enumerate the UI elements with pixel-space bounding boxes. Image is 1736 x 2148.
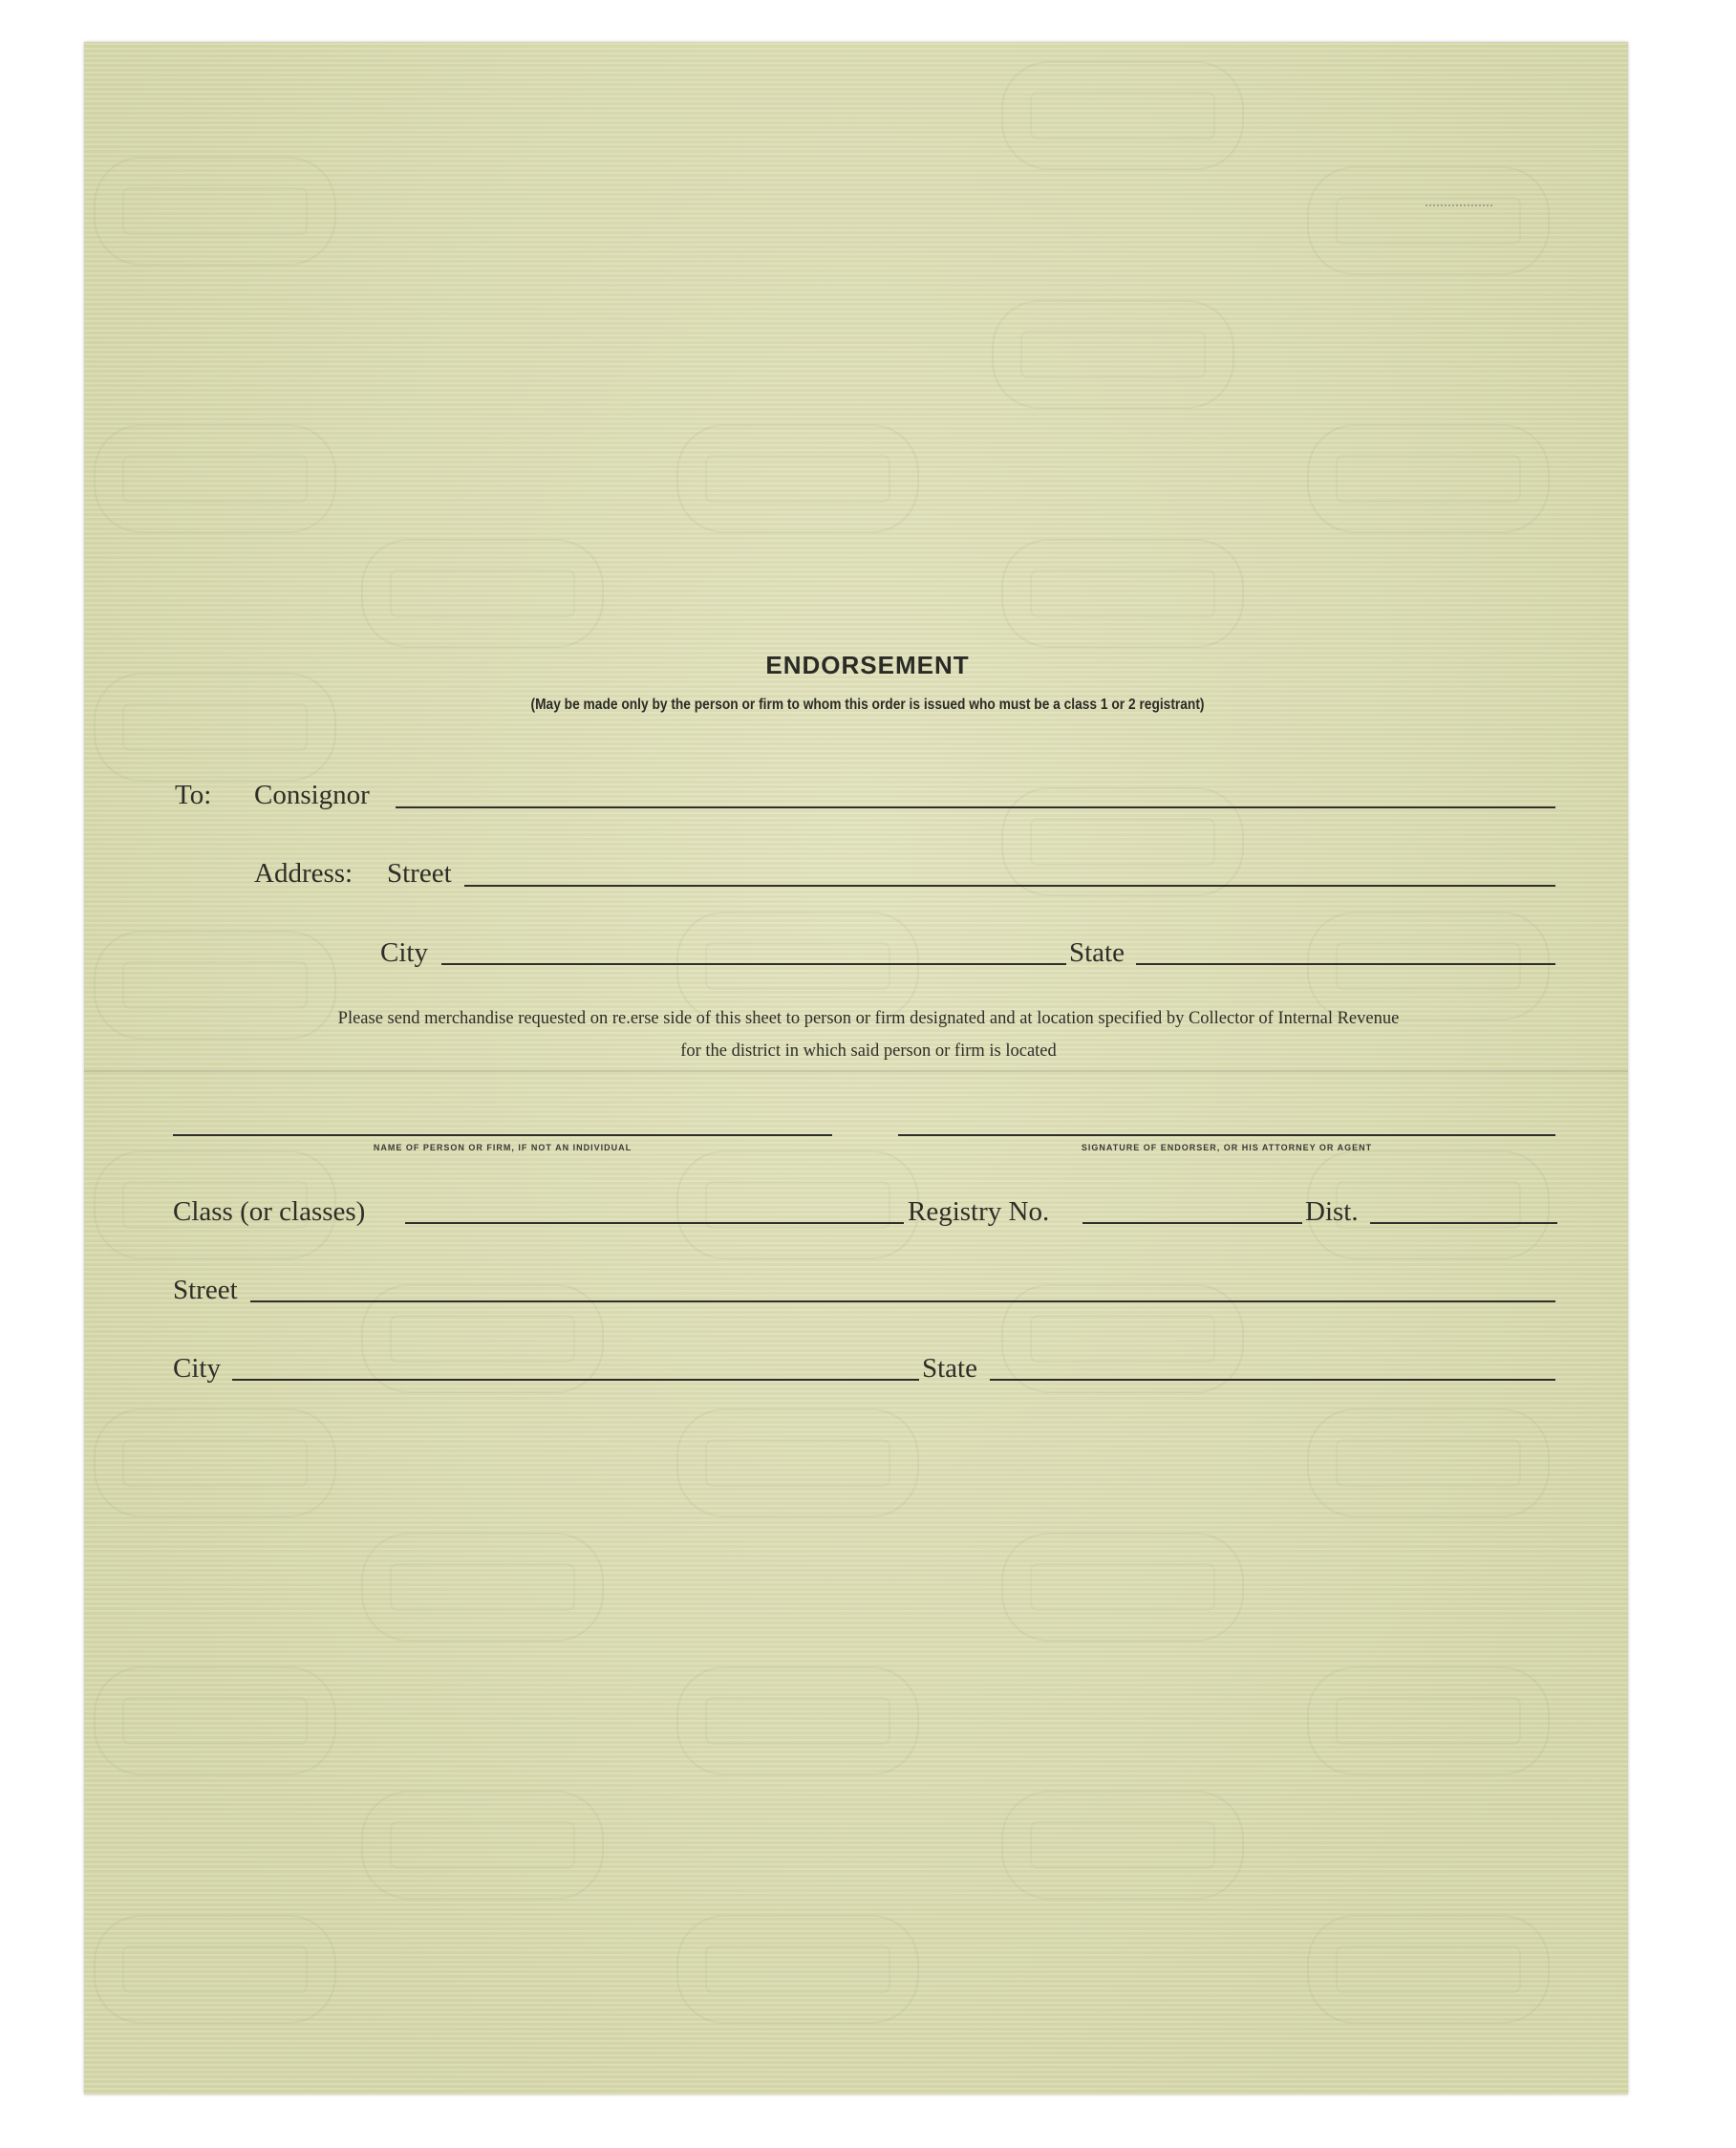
watermark [94,1666,336,1775]
dist-field[interactable] [1370,1222,1557,1224]
pencil-mark [1425,185,1492,206]
consignor-label: Consignor [254,780,370,810]
class-label: Class (or classes) [173,1196,366,1227]
state-field[interactable] [1136,963,1555,965]
watermark [676,1915,919,2024]
name-of-firm-field[interactable] [173,1134,832,1136]
watermark [676,1666,919,1775]
city2-label: City [173,1353,221,1384]
watermark [1307,424,1550,533]
class-field[interactable] [405,1222,904,1224]
city-label: City [380,937,428,968]
state2-label: State [922,1353,977,1384]
watermark [94,1408,336,1517]
address-street-field[interactable] [464,885,1555,887]
address-label: Address: [254,858,354,889]
to-label: To: [175,780,212,810]
watermark [94,1915,336,2024]
signature-field[interactable] [898,1134,1555,1136]
signature-caption: SIGNATURE OF ENDORSER, OR HIS ATTORNEY OR AGENT [1081,1143,1373,1152]
city2-field[interactable] [232,1379,919,1381]
watermark [361,539,604,648]
instruction-line-2: for the district in which said person or firm is located [680,1042,1057,1061]
watermark [361,1791,604,1900]
watermark [1001,1791,1244,1900]
watermark [94,157,336,266]
street-label: Street [387,858,452,889]
watermark [361,1533,604,1642]
state-label: State [1069,937,1125,968]
name-caption: NAME OF PERSON OR FIRM, IF NOT AN INDIVIDUAL [373,1143,632,1152]
watermark [94,424,336,533]
watermark [1307,1915,1550,2024]
watermark [1307,1408,1550,1517]
instruction-text [170,1002,1567,1067]
watermark [676,424,919,533]
form-subtitle: (May be made only by the person or firm to whom this order is issued who must be a class 1 or 2 registrant) [530,697,1205,713]
watermark [992,300,1234,409]
watermark [1307,166,1550,275]
watermark [1001,539,1244,648]
document-sheet [84,42,1628,2094]
watermark [1307,1666,1550,1775]
dist-label: Dist. [1305,1196,1359,1227]
instruction-line-1: Please send merchandise requested on re.erse side of this sheet to person or firm designated and at location specified by Collector of Internal Revenue [337,1009,1400,1028]
registry-field[interactable] [1082,1222,1302,1224]
registry-label: Registry No. [908,1196,1050,1227]
watermark [1001,1533,1244,1642]
street2-field[interactable] [250,1300,1555,1302]
watermark [676,1408,919,1517]
watermark [676,1150,919,1259]
watermark [94,673,336,782]
consignor-field[interactable] [396,806,1555,808]
street2-label: Street [173,1275,238,1305]
city-field[interactable] [441,963,1066,965]
fold-crease [84,1070,1628,1072]
form-title: ENDORSEMENT [765,651,970,679]
watermark [1001,61,1244,170]
state2-field[interactable] [990,1379,1555,1381]
watermark [1001,787,1244,896]
